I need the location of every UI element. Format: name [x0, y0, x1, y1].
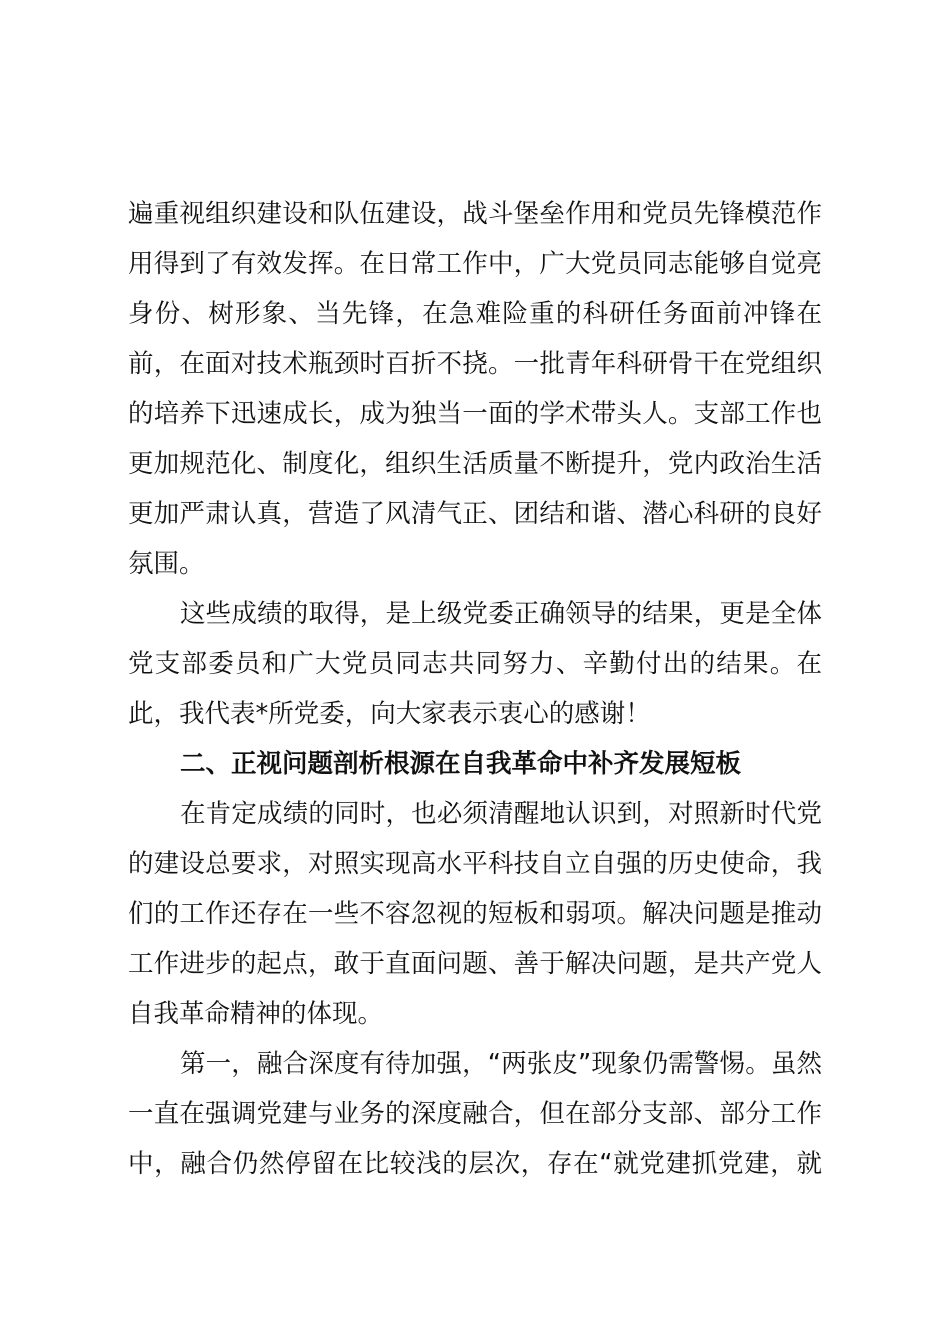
text-line: 第一，融合深度有待加强，“两张皮”现象仍需警惕。虽然: [180, 1049, 822, 1079]
text-line: 工作进步的起点，敢于直面问题、善于解决问题，是共产党人: [128, 949, 822, 979]
text-line: 们的工作还存在一些不容忽视的短板和弱项。解决问题是推动: [128, 899, 822, 929]
text-line: 前，在面对技术瓶颈时百折不挠。一批青年科研骨干在党组织: [128, 349, 822, 379]
text-line: 的建设总要求，对照实现高水平科技自立自强的历史使命，我: [128, 849, 822, 879]
text-line: 身份、树形象、当先锋，在急难险重的科研任务面前冲锋在: [128, 299, 822, 329]
text-line: 遍重视组织建设和队伍建设，战斗堡垒作用和党员先锋模范作: [128, 199, 822, 229]
text-line: 更加规范化、制度化，组织生活质量不断提升，党内政治生活: [128, 449, 822, 479]
section-heading: 二、正视问题剖析根源在自我革命中补齐发展短板: [180, 749, 742, 779]
text-line: 自我革命精神的体现。: [128, 999, 384, 1029]
text-line: 氛围。: [128, 549, 205, 579]
text-line: 中，融合仍然停留在比较浅的层次，存在“就党建抓党建，就: [128, 1149, 822, 1179]
text-line: 的培养下迅速成长，成为独当一面的学术带头人。支部工作也: [128, 399, 822, 429]
text-line: 这些成绩的取得，是上级党委正确领导的结果，更是全体: [180, 599, 822, 629]
text-line: 党支部委员和广大党员同志共同努力、辛勤付出的结果。在: [128, 649, 822, 679]
text-line: 用得到了有效发挥。在日常工作中，广大党员同志能够自觉亮: [128, 249, 822, 279]
text-line: 一直在强调党建与业务的深度融合，但在部分支部、部分工作: [128, 1099, 822, 1129]
text-line: 在肯定成绩的同时，也必须清醒地认识到，对照新时代党: [180, 799, 822, 829]
text-line: 此，我代表*所党委，向大家表示衷心的感谢！: [128, 699, 651, 729]
text-line: 更加严肃认真，营造了风清气正、团结和谐、潜心科研的良好: [128, 499, 822, 529]
